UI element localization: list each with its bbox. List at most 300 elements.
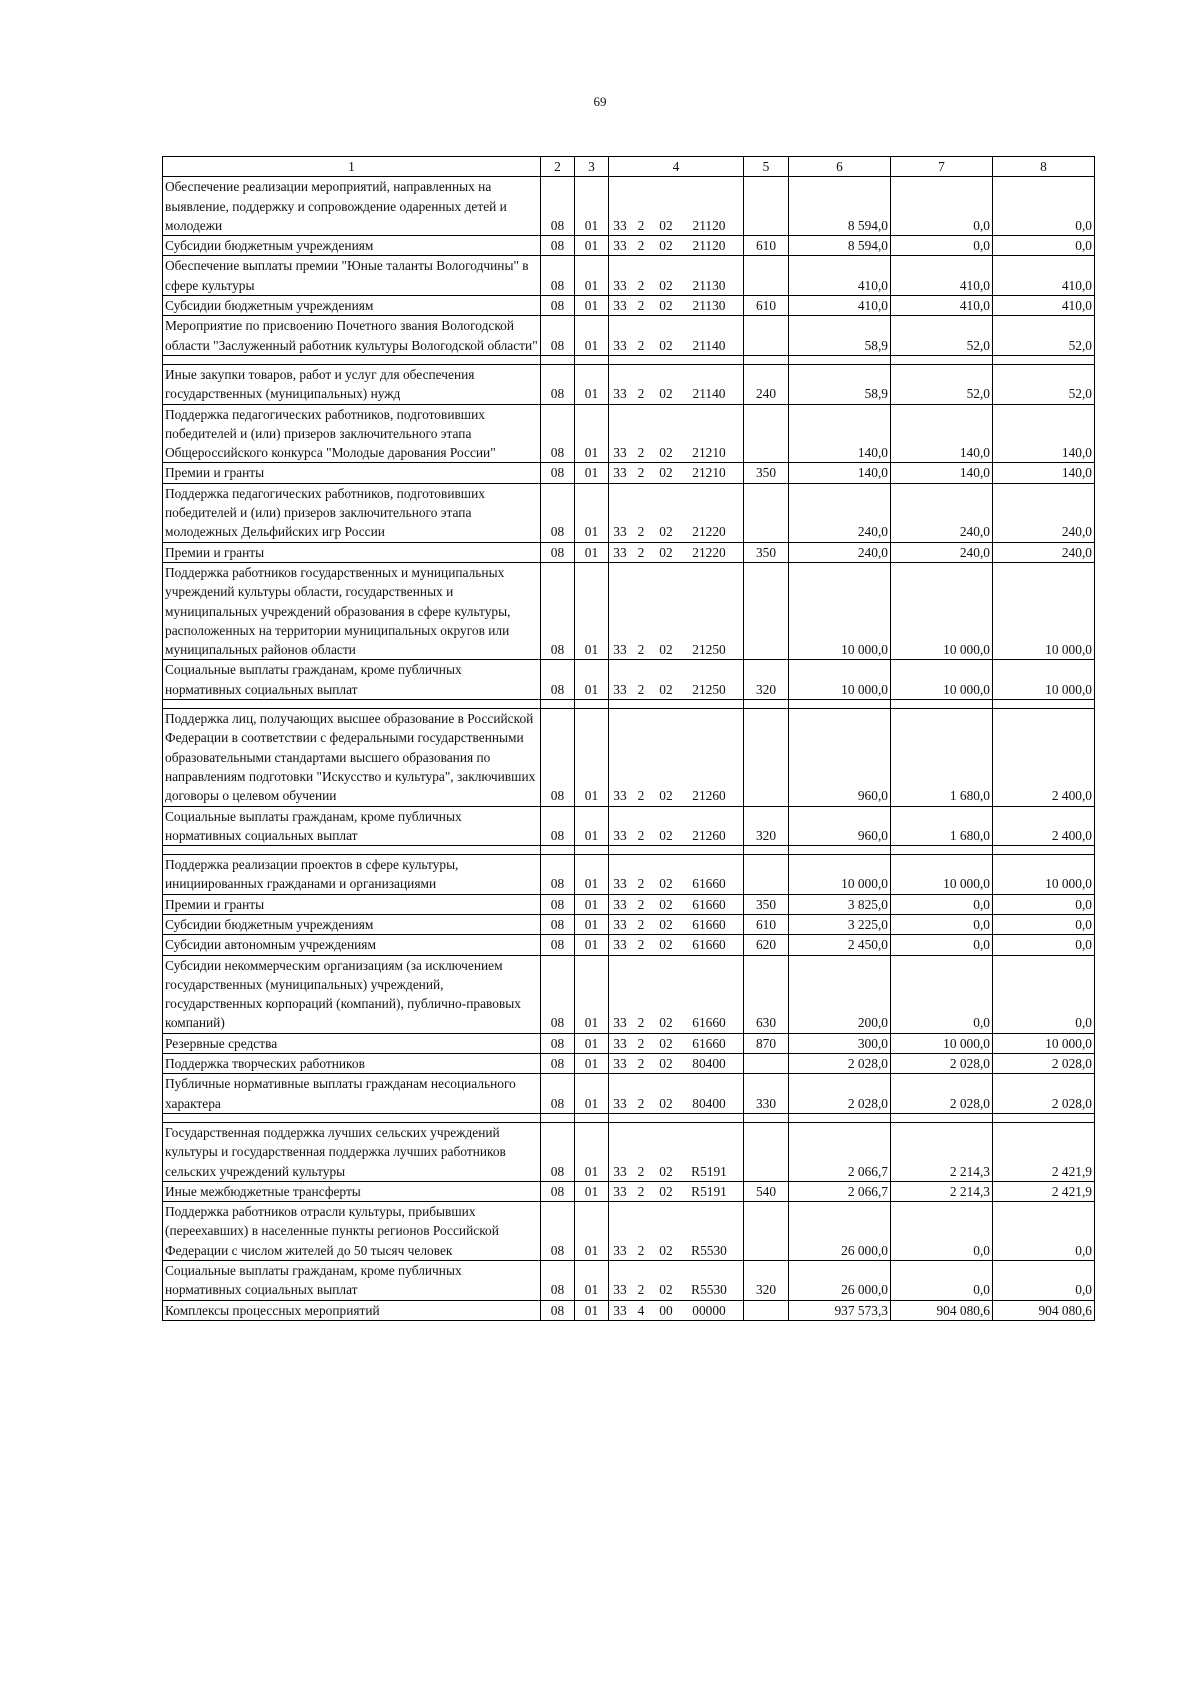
target-article-code (609, 935, 744, 955)
code-part: 61660 (692, 876, 726, 892)
code-part: 2 (637, 896, 645, 912)
code-part: 33 (613, 1163, 627, 1179)
amount-col-7: 140,0 (891, 463, 993, 483)
target-article-code (609, 955, 744, 1033)
subsection-code: 01 (575, 236, 609, 256)
code-parts (609, 915, 743, 934)
target-article-code (609, 463, 744, 483)
code-part: 2 (637, 916, 645, 932)
code-part: 33 (613, 445, 627, 461)
row-name: Обеспечение реализации мероприятий, направленных на выявление, поддержку и сопровождение одаренных детей и молодежи (163, 177, 541, 236)
amount-col-6: 10 000,0 (789, 562, 891, 659)
subsection-code: 01 (575, 894, 609, 914)
amount-col-7: 52,0 (891, 316, 993, 356)
code-part: 2 (637, 1056, 645, 1072)
expense-type-code: 350 (744, 894, 789, 914)
amount-col-8: 2 400,0 (993, 806, 1095, 846)
amount-col-7: 0,0 (891, 955, 993, 1033)
amount-col-7: 904 080,6 (891, 1300, 993, 1320)
column-header: 8 (993, 157, 1095, 177)
row-name: Государственная поддержка лучших сельских учреждений культуры и государственная поддержка лучших работников сельских учреждений культуры (163, 1122, 541, 1181)
code-part: 02 (659, 544, 673, 560)
expense-type-code (744, 1122, 789, 1181)
code-part: 2 (637, 1282, 645, 1298)
row-name: Социальные выплаты гражданам, кроме публичных нормативных социальных выплат (163, 1261, 541, 1301)
row-name: Субсидии автономным учреждениям (163, 935, 541, 955)
amount-col-6: 10 000,0 (789, 660, 891, 700)
target-article-code (609, 483, 744, 542)
section-code: 08 (541, 483, 575, 542)
amount-col-8: 0,0 (993, 1261, 1095, 1301)
code-part: 21120 (692, 217, 726, 233)
code-parts (609, 935, 743, 954)
expense-type-code: 870 (744, 1033, 789, 1053)
amount-col-6: 8 594,0 (789, 177, 891, 236)
subsection-code: 01 (575, 855, 609, 895)
table-row (163, 1033, 1095, 1053)
subsection-code: 01 (575, 1054, 609, 1074)
section-code: 08 (541, 1074, 575, 1114)
amount-col-6: 2 066,7 (789, 1122, 891, 1181)
code-part: R5191 (691, 1183, 727, 1199)
code-part: 02 (659, 524, 673, 540)
subsection-code: 01 (575, 914, 609, 934)
subsection-code: 01 (575, 1300, 609, 1320)
amount-col-7: 2 214,3 (891, 1181, 993, 1201)
code-part: 02 (659, 337, 673, 353)
amount-col-7: 10 000,0 (891, 562, 993, 659)
amount-col-7: 0,0 (891, 935, 993, 955)
amount-col-8: 2 028,0 (993, 1054, 1095, 1074)
expense-type-code (744, 404, 789, 463)
code-part: 2 (637, 277, 645, 293)
expense-type-code (744, 256, 789, 296)
row-name: Обеспечение выплаты премии "Юные таланты Вологодчины" в сфере культуры (163, 256, 541, 296)
section-code: 08 (541, 806, 575, 846)
expense-type-code: 240 (744, 364, 789, 404)
code-part: 02 (659, 937, 673, 953)
code-part: 33 (613, 1015, 627, 1031)
section-code: 08 (541, 296, 575, 316)
row-name: Поддержка педагогических работников, подготовивших победителей и (или) призеров заключительного этапа Общероссийского конкурса "Молодые дарования России" (163, 404, 541, 463)
code-part: 02 (659, 1095, 673, 1111)
code-part: 2 (637, 1015, 645, 1031)
subsection-code: 01 (575, 562, 609, 659)
table-row (163, 806, 1095, 846)
amount-col-7: 1 680,0 (891, 709, 993, 806)
section-code: 08 (541, 236, 575, 256)
subsection-code: 01 (575, 1261, 609, 1301)
table-row (163, 463, 1095, 483)
code-part: 61660 (692, 1035, 726, 1051)
amount-col-7: 240,0 (891, 542, 993, 562)
target-article-code (609, 806, 744, 846)
target-article-code (609, 1202, 744, 1261)
amount-col-7: 0,0 (891, 894, 993, 914)
code-part: 33 (613, 337, 627, 353)
row-name: Поддержка педагогических работников, подготовивших победителей и (или) призеров заключительного этапа молодежных Дельфийских игр России (163, 483, 541, 542)
amount-col-6: 2 066,7 (789, 1181, 891, 1201)
code-part: 33 (613, 524, 627, 540)
column-header: 1 (163, 157, 541, 177)
column-header: 5 (744, 157, 789, 177)
code-parts (609, 543, 743, 562)
row-name: Поддержка работников отрасли культуры, прибывших (переехавших) в населенные пункты регионов Российской Федерации с числом жителей до 50 тысяч человек (163, 1202, 541, 1261)
amount-col-7: 0,0 (891, 914, 993, 934)
target-article-code (609, 296, 744, 316)
code-part: 21210 (692, 445, 726, 461)
code-part: 02 (659, 1242, 673, 1258)
expense-type-code (744, 316, 789, 356)
amount-col-6: 8 594,0 (789, 236, 891, 256)
code-part: 61660 (692, 916, 726, 932)
amount-col-8: 410,0 (993, 296, 1095, 316)
table-row (163, 404, 1095, 463)
code-part: R5530 (691, 1242, 727, 1258)
expense-type-code (744, 709, 789, 806)
code-parts (609, 336, 743, 355)
amount-col-7: 0,0 (891, 177, 993, 236)
amount-col-6: 410,0 (789, 296, 891, 316)
code-part: 2 (637, 217, 645, 233)
code-part: 2 (637, 827, 645, 843)
code-part: 21140 (692, 386, 726, 402)
section-code: 08 (541, 1300, 575, 1320)
table-row (163, 562, 1095, 659)
amount-col-6: 200,0 (789, 955, 891, 1033)
row-name: Премии и гранты (163, 894, 541, 914)
code-part: 33 (613, 386, 627, 402)
amount-col-7: 10 000,0 (891, 1033, 993, 1053)
code-parts (609, 216, 743, 235)
amount-col-8: 52,0 (993, 364, 1095, 404)
section-code: 08 (541, 562, 575, 659)
amount-col-8: 10 000,0 (993, 1033, 1095, 1053)
code-part: 21250 (692, 681, 726, 697)
section-code: 08 (541, 935, 575, 955)
subsection-code: 01 (575, 935, 609, 955)
section-code: 08 (541, 542, 575, 562)
expense-type-code: 330 (744, 1074, 789, 1114)
expense-type-code (744, 1300, 789, 1320)
section-code: 08 (541, 955, 575, 1033)
section-code: 08 (541, 1202, 575, 1261)
code-part: 02 (659, 1056, 673, 1072)
code-parts (609, 680, 743, 699)
amount-col-6: 2 028,0 (789, 1054, 891, 1074)
code-part: 2 (637, 337, 645, 353)
code-part: 21130 (692, 277, 726, 293)
table-row (163, 955, 1095, 1033)
code-part: 33 (613, 916, 627, 932)
code-part: 2 (637, 465, 645, 481)
table-row (163, 256, 1095, 296)
code-part: 21260 (692, 827, 726, 843)
target-article-code (609, 562, 744, 659)
amount-col-7: 410,0 (891, 256, 993, 296)
amount-col-8: 0,0 (993, 894, 1095, 914)
table-row (163, 1074, 1095, 1114)
code-part: 2 (637, 788, 645, 804)
code-part: 33 (613, 1183, 627, 1199)
column-header: 4 (609, 157, 744, 177)
amount-col-6: 26 000,0 (789, 1261, 891, 1301)
target-article-code (609, 1054, 744, 1074)
subsection-code: 01 (575, 542, 609, 562)
code-parts (609, 1034, 743, 1053)
subsection-code: 01 (575, 256, 609, 296)
amount-col-8: 410,0 (993, 256, 1095, 296)
target-article-code (609, 364, 744, 404)
amount-col-8: 0,0 (993, 955, 1095, 1033)
row-name: Социальные выплаты гражданам, кроме публичных нормативных социальных выплат (163, 806, 541, 846)
row-name: Субсидии бюджетным учреждениям (163, 236, 541, 256)
target-article-code (609, 1033, 744, 1053)
row-name: Резервные средства (163, 1033, 541, 1053)
section-code: 08 (541, 709, 575, 806)
target-article-code (609, 709, 744, 806)
amount-col-6: 2 028,0 (789, 1074, 891, 1114)
target-article-code (609, 316, 744, 356)
expense-type-code: 320 (744, 806, 789, 846)
code-part: 02 (659, 1015, 673, 1031)
amount-col-8: 0,0 (993, 1202, 1095, 1261)
code-part: 02 (659, 465, 673, 481)
code-part: 21210 (692, 465, 726, 481)
section-code: 08 (541, 177, 575, 236)
expense-type-code (744, 177, 789, 236)
table-row (163, 1122, 1095, 1181)
code-part: 02 (659, 681, 673, 697)
code-part: 02 (659, 876, 673, 892)
table-row (163, 542, 1095, 562)
target-article-code (609, 1074, 744, 1114)
code-part: 2 (637, 642, 645, 658)
section-code: 08 (541, 914, 575, 934)
code-parts (609, 1162, 743, 1181)
amount-col-8: 52,0 (993, 316, 1095, 356)
code-part: 2 (637, 386, 645, 402)
amount-col-6: 240,0 (789, 483, 891, 542)
amount-col-6: 240,0 (789, 542, 891, 562)
code-part: 33 (613, 217, 627, 233)
target-article-code (609, 1300, 744, 1320)
row-name: Комплексы процессных мероприятий (163, 1300, 541, 1320)
code-part: 2 (637, 238, 645, 254)
code-part: 02 (659, 896, 673, 912)
row-name: Поддержка реализации проектов в сфере культуры, инициированных гражданами и организациями (163, 855, 541, 895)
amount-col-7: 2 214,3 (891, 1122, 993, 1181)
amount-col-6: 140,0 (789, 404, 891, 463)
code-parts (609, 384, 743, 403)
section-code: 08 (541, 894, 575, 914)
code-part: 2 (637, 937, 645, 953)
code-part: 21260 (692, 788, 726, 804)
amount-col-7: 10 000,0 (891, 660, 993, 700)
code-parts (609, 1094, 743, 1113)
spacer-row (163, 1113, 1095, 1122)
code-part: 02 (659, 298, 673, 314)
subsection-code: 01 (575, 1202, 609, 1261)
code-part: 80400 (692, 1056, 726, 1072)
code-part: 33 (613, 896, 627, 912)
code-part: 02 (659, 1183, 673, 1199)
table-row (163, 935, 1095, 955)
code-part: 21130 (692, 298, 726, 314)
expense-type-code: 320 (744, 1261, 789, 1301)
row-name: Субсидии некоммерческим организациям (за исключением государственных (муниципальных) учреждений, государственных корпораций (компаний), публично-правовых компаний) (163, 955, 541, 1033)
amount-col-7: 410,0 (891, 296, 993, 316)
amount-col-6: 26 000,0 (789, 1202, 891, 1261)
code-part: 33 (613, 1056, 627, 1072)
code-part: 33 (613, 1242, 627, 1258)
expense-type-code: 540 (744, 1181, 789, 1201)
subsection-code: 01 (575, 463, 609, 483)
code-part: 21220 (692, 524, 726, 540)
code-parts (609, 1301, 743, 1320)
target-article-code (609, 1122, 744, 1181)
section-code: 08 (541, 660, 575, 700)
expense-type-code (744, 1202, 789, 1261)
code-part: 2 (637, 298, 645, 314)
expense-type-code: 320 (744, 660, 789, 700)
target-article-code (609, 256, 744, 296)
amount-col-8: 2 421,9 (993, 1181, 1095, 1201)
code-part: 21120 (692, 238, 726, 254)
amount-col-8: 240,0 (993, 483, 1095, 542)
row-name: Мероприятие по присвоению Почетного звания Вологодской области "Заслуженный работник культуры Вологодской области" (163, 316, 541, 356)
code-part: 33 (613, 238, 627, 254)
expense-type-code (744, 562, 789, 659)
section-code: 08 (541, 256, 575, 296)
target-article-code (609, 660, 744, 700)
code-part: 61660 (692, 896, 726, 912)
subsection-code: 01 (575, 1033, 609, 1053)
target-article-code (609, 894, 744, 914)
code-part: 33 (613, 544, 627, 560)
amount-col-8: 0,0 (993, 935, 1095, 955)
code-parts (609, 1013, 743, 1032)
expense-type-code: 610 (744, 914, 789, 934)
code-part: 21220 (692, 544, 726, 560)
code-part: 33 (613, 937, 627, 953)
target-article-code (609, 914, 744, 934)
code-part: 02 (659, 277, 673, 293)
table-row (163, 709, 1095, 806)
table-row (163, 296, 1095, 316)
target-article-code (609, 177, 744, 236)
row-name: Премии и гранты (163, 542, 541, 562)
expense-type-code (744, 1054, 789, 1074)
code-part: 02 (659, 642, 673, 658)
code-parts (609, 786, 743, 805)
expense-type-code: 620 (744, 935, 789, 955)
amount-col-7: 2 028,0 (891, 1074, 993, 1114)
amount-col-6: 960,0 (789, 806, 891, 846)
table-row (163, 316, 1095, 356)
amount-col-6: 300,0 (789, 1033, 891, 1053)
code-parts (609, 640, 743, 659)
code-parts (609, 463, 743, 482)
amount-col-8: 2 421,9 (993, 1122, 1095, 1181)
target-article-code (609, 1261, 744, 1301)
code-part: 02 (659, 827, 673, 843)
amount-col-7: 10 000,0 (891, 855, 993, 895)
amount-col-6: 58,9 (789, 316, 891, 356)
code-parts (609, 1054, 743, 1073)
code-part: 33 (613, 1282, 627, 1298)
row-name: Субсидии бюджетным учреждениям (163, 914, 541, 934)
row-name: Иные межбюджетные трансферты (163, 1181, 541, 1201)
code-part: 33 (613, 827, 627, 843)
table-row (163, 914, 1095, 934)
code-part: 02 (659, 788, 673, 804)
code-part: 2 (637, 681, 645, 697)
amount-col-8: 0,0 (993, 236, 1095, 256)
table-row (163, 855, 1095, 895)
code-part: 33 (613, 298, 627, 314)
code-part: 33 (613, 788, 627, 804)
page-number: 69 (593, 94, 607, 109)
code-parts (609, 874, 743, 893)
code-part: 4 (637, 1302, 645, 1318)
table-row (163, 660, 1095, 700)
code-part: 21140 (692, 337, 726, 353)
amount-col-7: 0,0 (891, 1202, 993, 1261)
table-row (163, 483, 1095, 542)
row-name: Поддержка лиц, получающих высшее образование в Российской Федерации в соответствии с федеральными государственными образовательными стандартами высшего образования по направлениям подготовки "Искусство и культура", заключивших договоры о целевом обучении (163, 709, 541, 806)
table-row (163, 1054, 1095, 1074)
amount-col-7: 240,0 (891, 483, 993, 542)
expense-type-code: 350 (744, 463, 789, 483)
code-part: 80400 (692, 1095, 726, 1111)
code-part: 02 (659, 1163, 673, 1179)
section-code: 08 (541, 855, 575, 895)
amount-col-6: 10 000,0 (789, 855, 891, 895)
spacer-row (163, 355, 1095, 364)
amount-col-6: 937 573,3 (789, 1300, 891, 1320)
amount-col-6: 410,0 (789, 256, 891, 296)
amount-col-8: 10 000,0 (993, 855, 1095, 895)
table-row (163, 1202, 1095, 1261)
amount-col-8: 240,0 (993, 542, 1095, 562)
code-part: 61660 (692, 937, 726, 953)
row-name: Поддержка творческих работников (163, 1054, 541, 1074)
code-parts (609, 443, 743, 462)
subsection-code: 01 (575, 709, 609, 806)
code-part: 33 (613, 1035, 627, 1051)
subsection-code: 01 (575, 316, 609, 356)
amount-col-6: 3 825,0 (789, 894, 891, 914)
code-part: 33 (613, 465, 627, 481)
code-part: 2 (637, 1183, 645, 1199)
row-name: Публичные нормативные выплаты гражданам несоциального характера (163, 1074, 541, 1114)
target-article-code (609, 1181, 744, 1201)
code-parts (609, 522, 743, 541)
code-parts (609, 895, 743, 914)
amount-col-8: 2 400,0 (993, 709, 1095, 806)
code-part: 2 (637, 524, 645, 540)
row-name: Поддержка работников государственных и муниципальных учреждений культуры области, государственных и муниципальных учреждений образования в сфере культуры, расположенных на территории муниципальных округов или муниципальных районов области (163, 562, 541, 659)
amount-col-8: 0,0 (993, 914, 1095, 934)
table-row (163, 894, 1095, 914)
code-parts (609, 276, 743, 295)
amount-col-6: 3 225,0 (789, 914, 891, 934)
amount-col-8: 2 028,0 (993, 1074, 1095, 1114)
code-part: 2 (637, 1163, 645, 1179)
table-row (163, 1300, 1095, 1320)
table-row (163, 1261, 1095, 1301)
